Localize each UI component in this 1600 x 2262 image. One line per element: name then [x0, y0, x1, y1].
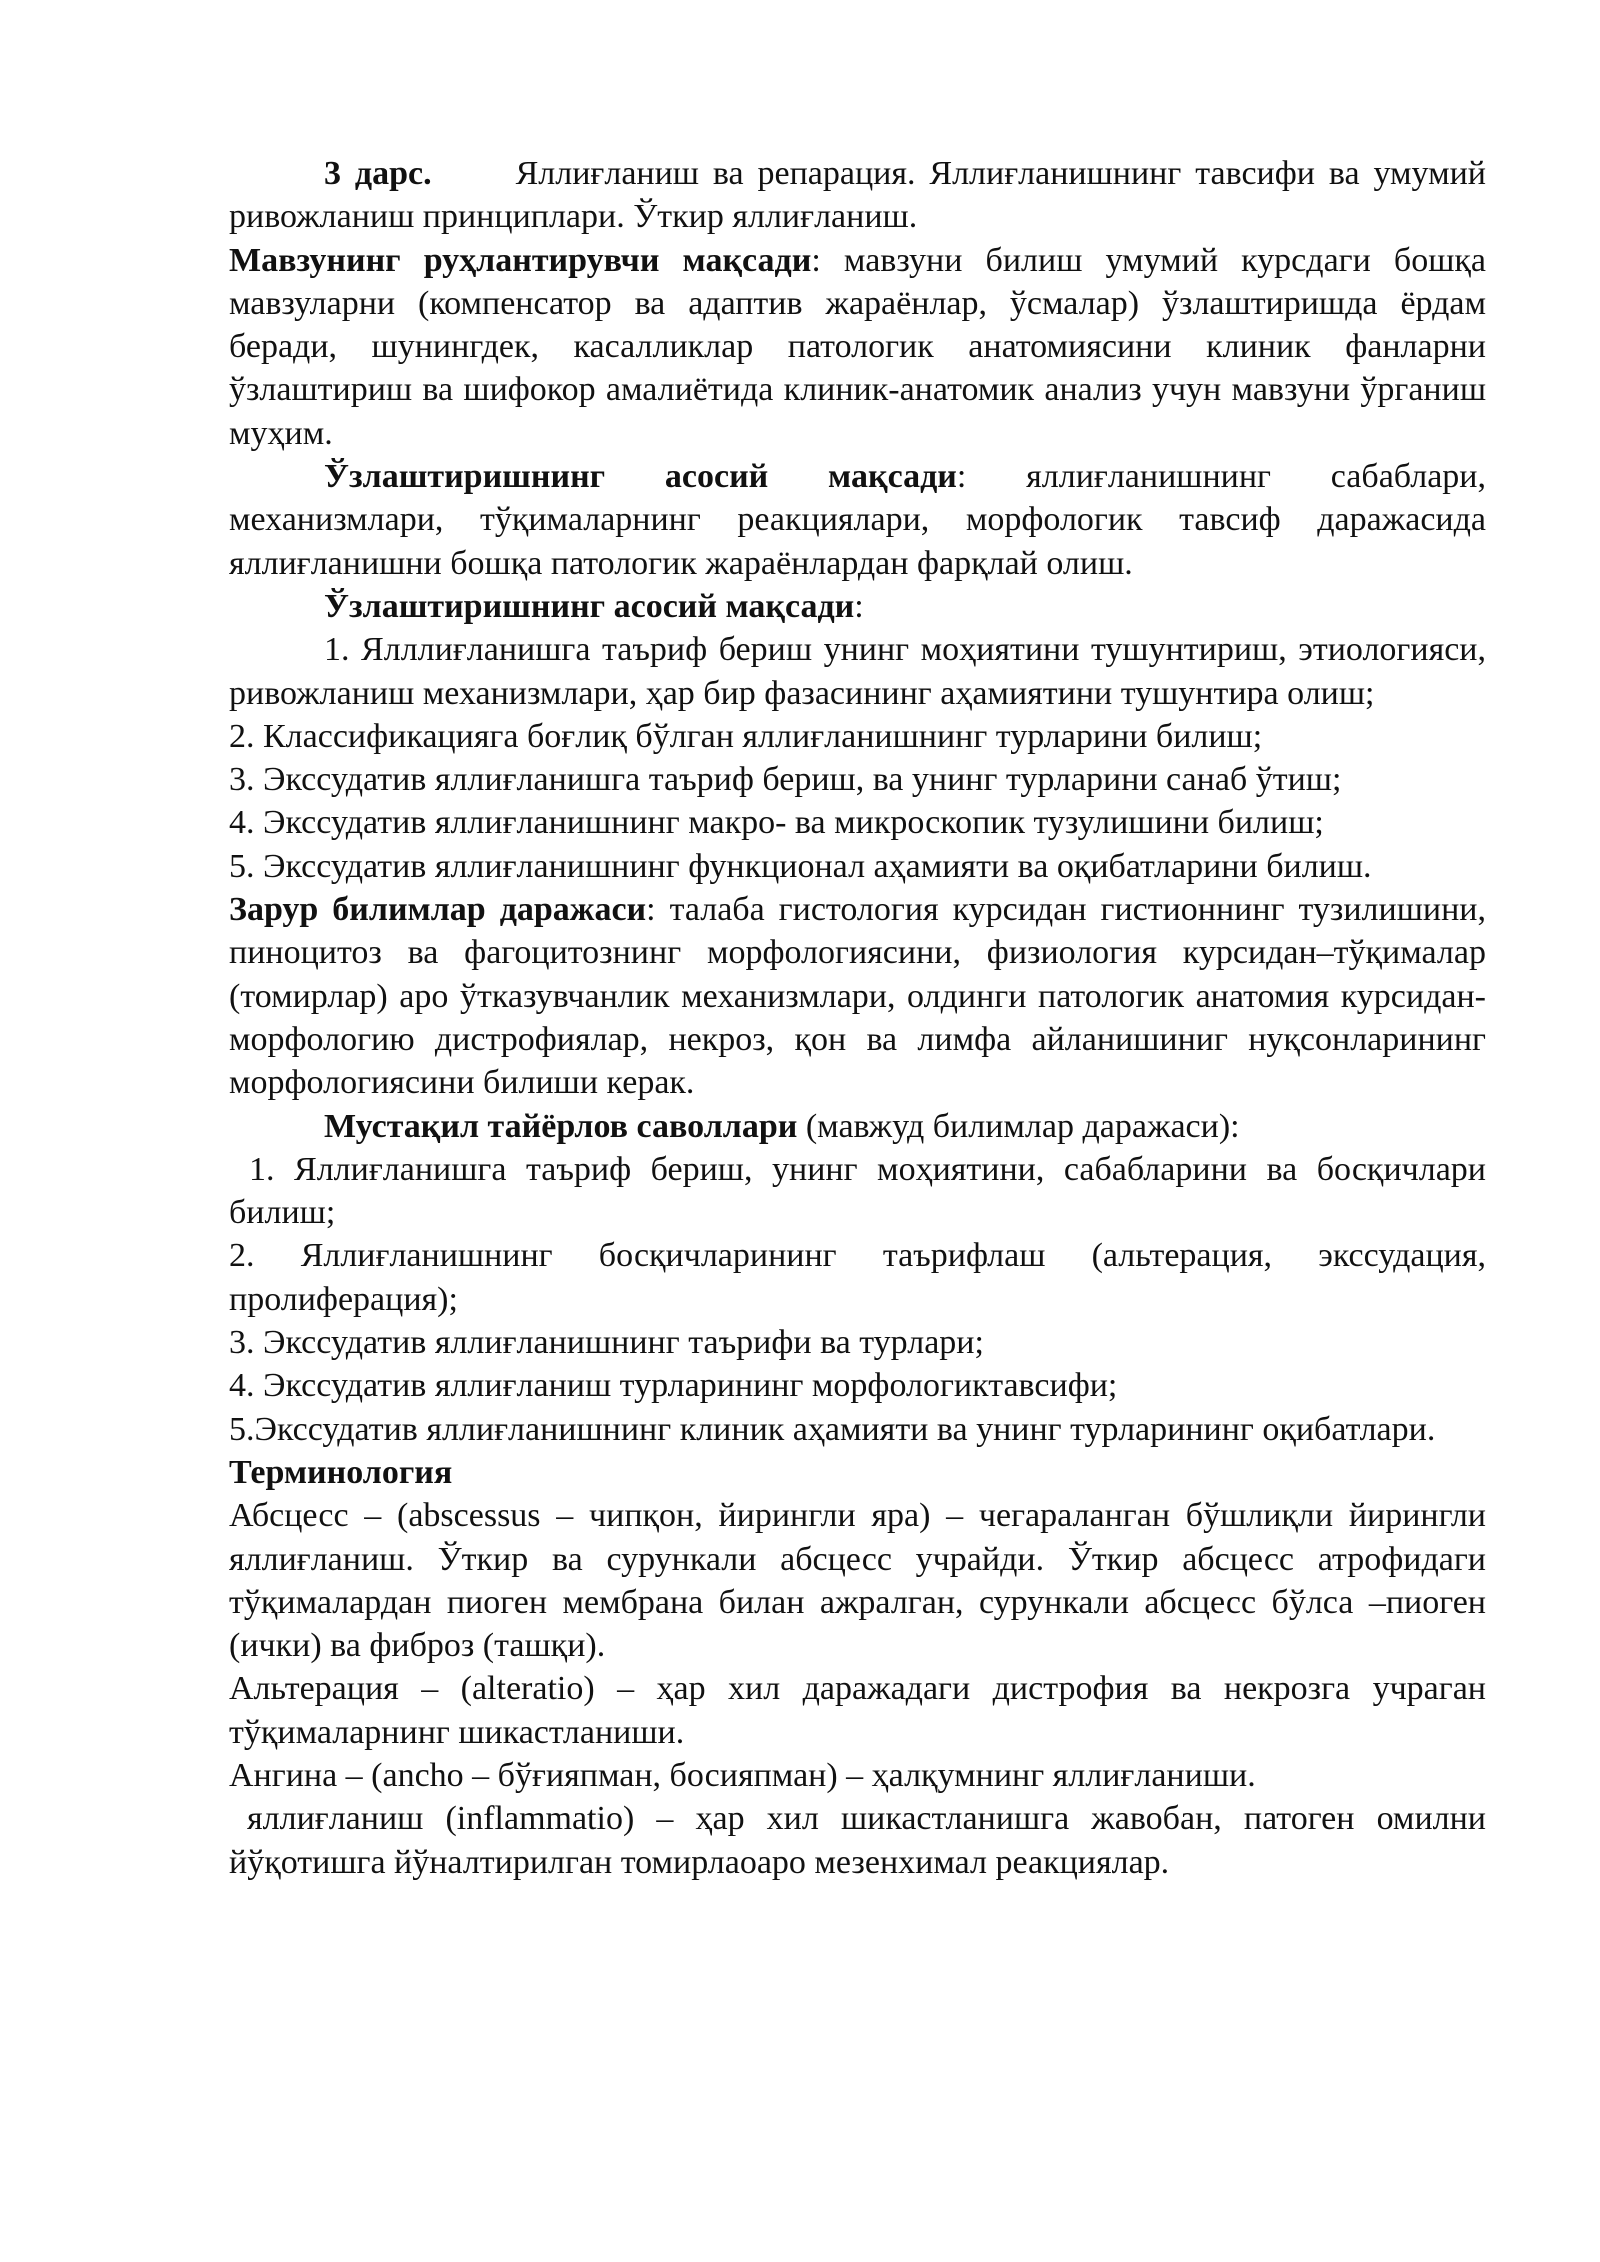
main-goal-2-heading: Ўзлаштиришнинг асосий мақсади:: [324, 587, 864, 625]
document-page: [229, 152, 1486, 1884]
main-goal-paragraph: [229, 455, 1486, 585]
goal-list-item: 5. Экссудатив яллиғланишнинг функционал аҳамияти ва оқибатларини билиш.: [229, 847, 1372, 885]
goal-list-item: 3. Экссудатив яллиғланишга таъриф бериш, ва унинг турларини санаб ўтиш;: [229, 761, 1342, 799]
knowledge-label: Зарур билимлар даражаси: [229, 891, 647, 929]
lesson-title-text: Яллиғланиш ва репарация. Яллиғланишнинг тавсифи ва умумий ривожланиш принциплари. Ўткир яллиғланиш.: [229, 155, 1486, 236]
question-list-item: 3. Экссудатив яллиғланишнинг таърифи ва турлари;: [229, 1324, 984, 1362]
question-list-item: 2. Яллиғланишнинг босқичларининг таърифлаш (альтерация, экссудация, пролиферация);: [229, 1237, 1486, 1318]
goal-list-item: 4. Экссудатив яллиғланишнинг макро- ва микроскопик тузулишини билиш;: [229, 804, 1324, 842]
questions-label: Мустақил тайёрлов саволлари: [324, 1107, 798, 1145]
question-list-item: 5.Экссудатив яллиғланишнинг клиник аҳамияти ва унинг турларининг оқибатлари.: [229, 1410, 1436, 1448]
knowledge-text: : талаба гистология курсидан гистионнинг тузилишини, пиноцитоз ва фагоцитознинг морфологиясини, физиология курсидан–тўқималар (томирлар) аро ўтказувчанлик механизмлари, олдинги патологик анатомия курсидан-морфологию дистрофиялар, некроз, қон ва лимфа айланишиниг нуқсонларининг морфологиясини билиши керак.: [229, 891, 1486, 1102]
main-goal-2-label: Ўзлаштиришнинг асосий мақсади: [324, 587, 855, 625]
question-list-item: 4. Экссудатив яллиғланиш турларининг морфологиктавсифи;: [229, 1367, 1118, 1405]
term-entry: яллиғланиш (inflammatio) – ҳар хил шикастланишга жавобан, патоген омилни йўқотишга йўналтирилган томирлаоаро мезенхимал реакциялар.: [229, 1800, 1486, 1881]
main-goal-text: : яллиғланишнинг сабаблари, механизмлари, тўқималарнинг реакциялари, морфологик тавсиф даражасида яллиғланишни бошқа патологик жараёнлардан фарқлай олиш.: [229, 458, 1486, 582]
lesson-title-paragraph: [229, 152, 1486, 239]
terminology-heading: Терминология: [229, 1453, 453, 1491]
spiritual-goal-text: : мавзуни билиш умумий курсдаги бошқа мавзуларни (компенсатор ва адаптив жараёнлар, ўсмалар) ўзлаштиришда ёрдам беради, шунингдек, касалликлар патологик анатомиясини клиник фанларни ўзлаштириш ва шифокор амалиётида клиник-анатомик анализ учун мавзуни ўрганиш муҳим.: [229, 241, 1486, 452]
goal-list-item: 2. Классификацияга боғлиқ бўлган яллиғланишнинг турларини билиш;: [229, 717, 1263, 755]
term-entry: Ангина – (ancho – бўғияпман, босияпман) – ҳалқумнинг яллиғланиши.: [229, 1756, 1256, 1794]
term-entry: Альтерация – (alteratio) – ҳар хил даражадаги дистрофия ва некрозга учраган тўқималарнинг шикастланиши.: [229, 1670, 1486, 1751]
questions-heading: Мустақил тайёрлов саволлари (мавжуд билимлар даражаси):: [324, 1107, 1240, 1145]
knowledge-paragraph: [229, 888, 1486, 1104]
main-goal-label: Ўзлаштиришнинг асосий мақсади: [324, 458, 957, 496]
term-entry: Абсцесс – (abscessus – чипқон, йирингли яра) – чегараланган бўшлиқли йирингли яллиғланиш. Ўткир ва сурункали абсцесс учрайди. Ўткир абсцесс атрофидаги тўқималардан пиоген мембрана билан ажралган, сурункали абсцесс бўлса –пиоген (ички) ва фиброз (ташқи).: [229, 1497, 1486, 1665]
lesson-number-label: 3 дарс.: [324, 155, 432, 192]
spiritual-goal-paragraph: [229, 239, 1486, 455]
question-list-item: 1. Яллиғланишга таъриф бериш, унинг моҳиятини, сабабларини ва босқичлари билиш;: [229, 1150, 1486, 1232]
goal-list-item: 1. Ялллиғланишга таъриф бериш унинг моҳиятини тушунтириш, этиологияси, ривожланиш механизмлари, ҳар бир фазасининг аҳамиятини тушунтира олиш;: [229, 631, 1486, 712]
spiritual-goal-label: Мавзунинг руҳлантирувчи мақсади: [229, 241, 812, 279]
